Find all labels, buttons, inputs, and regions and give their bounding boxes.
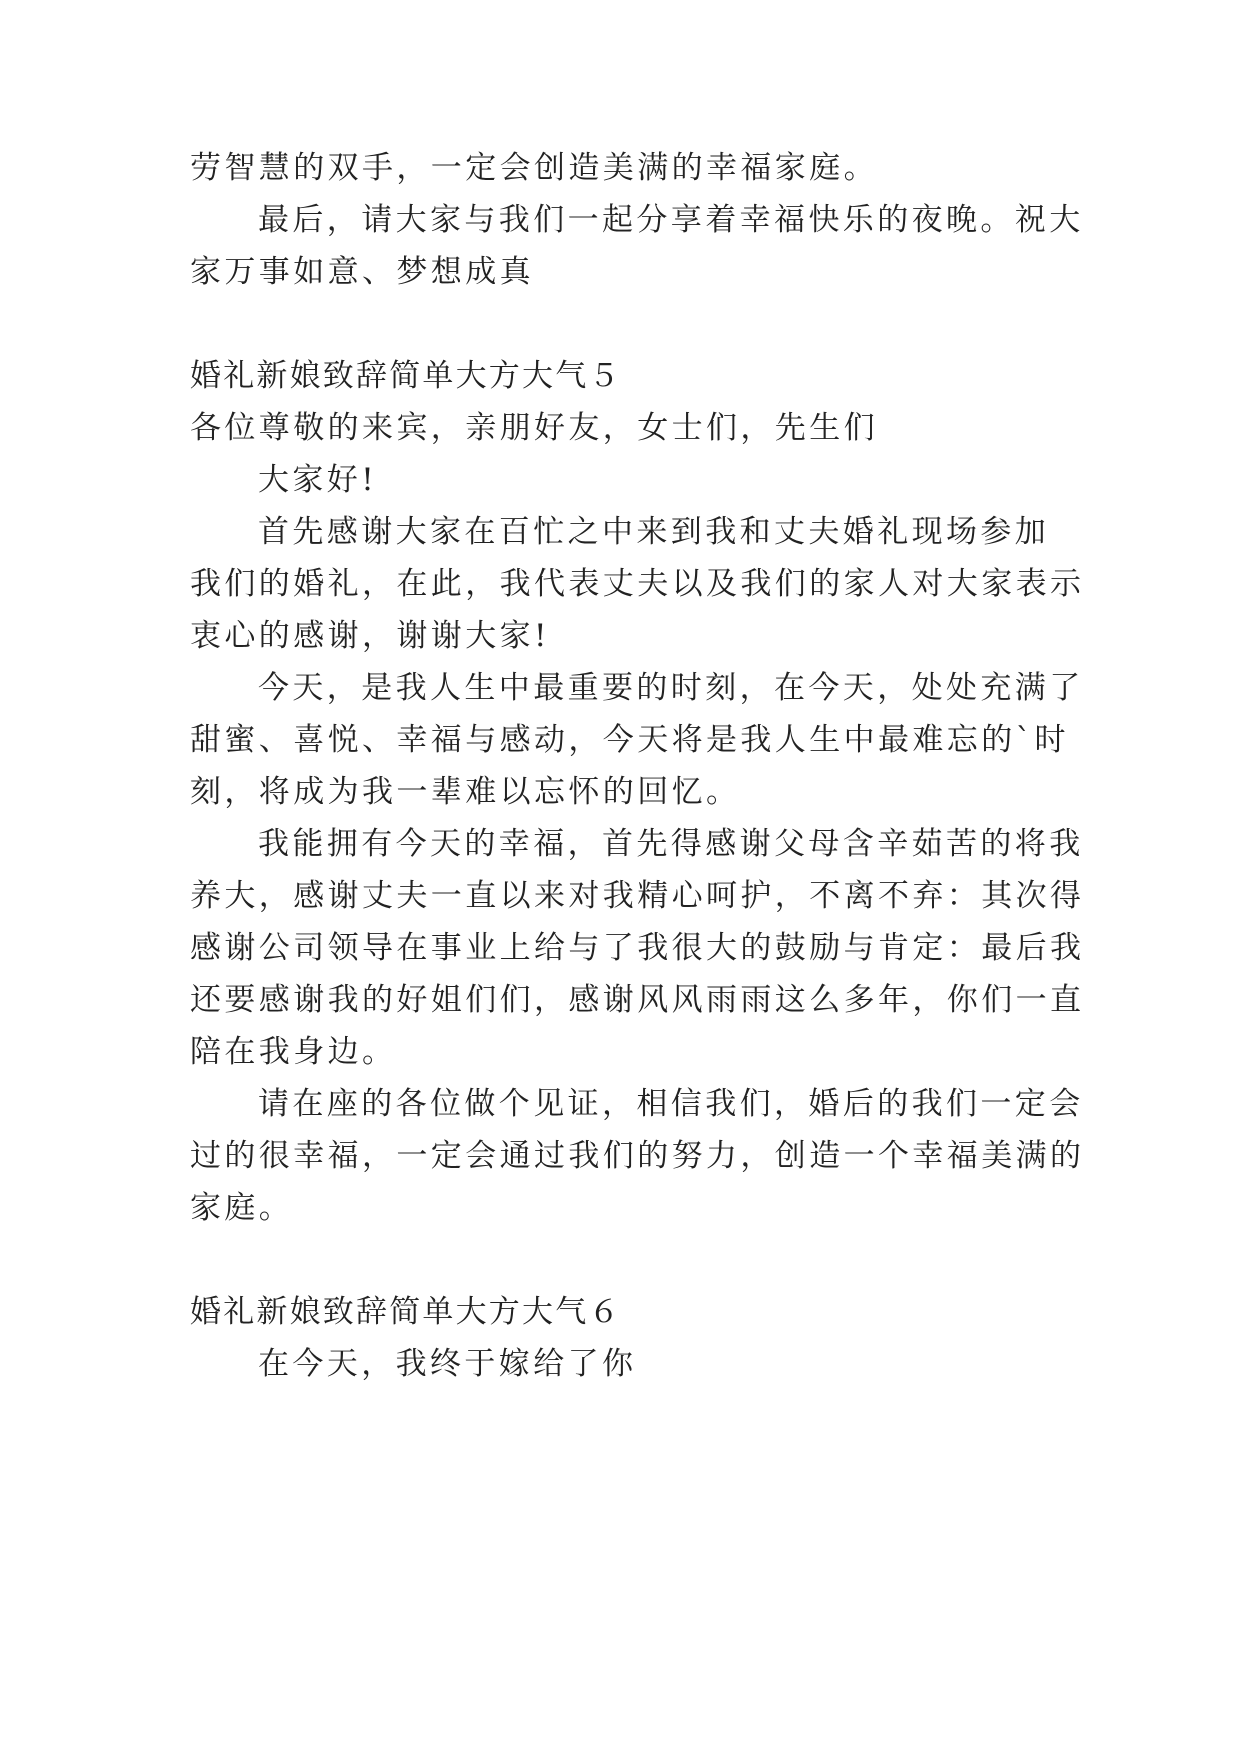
text-line: 甜蜜、喜悦、幸福与感动，今天将是我人生中最难忘的`时 (190, 722, 1069, 758)
section-heading: 婚礼新娘致辞简单大方大气６ (190, 1294, 622, 1330)
text-line: 过的很幸福，一定会通过我们的努力，创造一个幸福美满的 (190, 1138, 1085, 1174)
text-line: 劳智慧的双手，一定会创造美满的幸福家庭。 (190, 150, 878, 186)
text-line: 养大，感谢丈夫一直以来对我精心呵护，不离不弃：其次得 (190, 878, 1085, 914)
text-line: 感谢公司领导在事业上给与了我很大的鼓励与肯定：最后我 (190, 930, 1085, 966)
paragraph-first-line: 在今天，我终于嫁给了你 (258, 1346, 637, 1382)
text-line: 我们的婚礼，在此，我代表丈夫以及我们的家人对大家表示 (190, 566, 1085, 602)
paragraph-first-line: 大家好! (258, 462, 378, 498)
paragraph-first-line: 今天，是我人生中最重要的时刻，在今天，处处充满了 (258, 670, 1084, 706)
paragraph-first-line: 请在座的各位做个见证，相信我们，婚后的我们一定会 (258, 1086, 1084, 1122)
paragraph-first-line: 最后，请大家与我们一起分享着幸福快乐的夜晚。祝大 (258, 202, 1084, 238)
text-line: 各位尊敬的来宾，亲朋好友，女士们，先生们 (190, 410, 878, 446)
text-line: 衷心的感谢，谢谢大家! (190, 618, 550, 654)
paragraph-first-line: 我能拥有今天的幸福，首先得感谢父母含辛茹苦的将我 (258, 826, 1084, 862)
text-line: 还要感谢我的好姐们们，感谢风风雨雨这么多年，你们一直 (190, 982, 1085, 1018)
text-line: 刻，将成为我一辈难以忘怀的回忆。 (190, 774, 741, 810)
text-line: 陪在我身边。 (190, 1034, 397, 1070)
section-heading: 婚礼新娘致辞简单大方大气５ (190, 358, 622, 394)
text-line: 家万事如意、梦想成真 (190, 254, 534, 290)
text-line: 家庭。 (190, 1190, 294, 1226)
paragraph-first-line: 首先感谢大家在百忙之中来到我和丈夫婚礼现场参加 (258, 514, 1050, 550)
